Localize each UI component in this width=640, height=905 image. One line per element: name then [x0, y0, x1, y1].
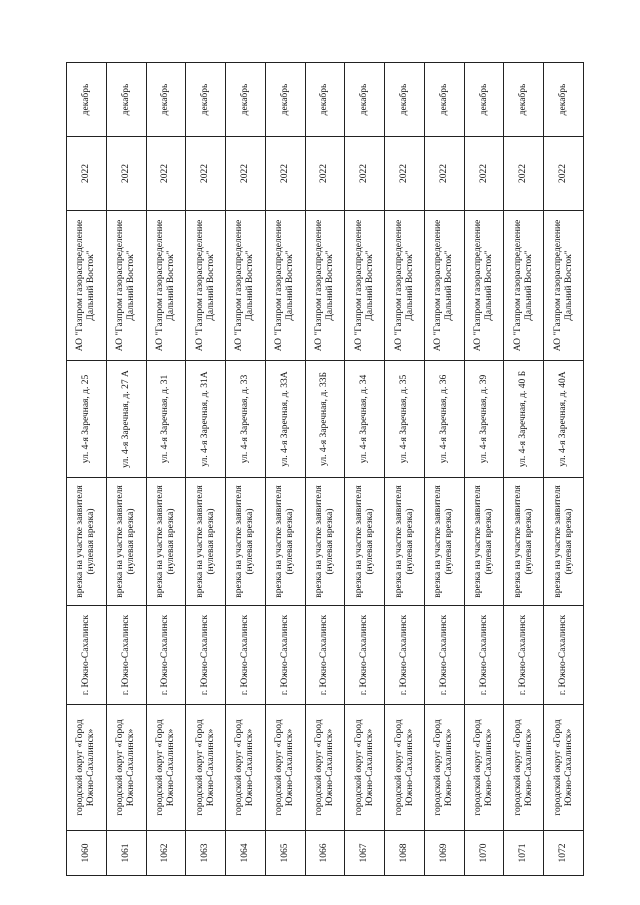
work-type-cell: врезка на участке заявителя (нулевая врезка) — [544, 478, 584, 606]
city-cell: г. Южно-Сахалинск — [106, 606, 146, 705]
district-cell: городской округ «Город Южно-Сахалинск» — [226, 705, 266, 831]
work-type-cell: врезка на участке заявителя (нулевая врезка) — [464, 478, 504, 606]
month-cell: декабрь — [226, 63, 266, 137]
work-type-cell: врезка на участке заявителя (нулевая врезка) — [504, 478, 544, 606]
address-cell: ул. 4-я Заречная, д. 39 — [464, 361, 504, 478]
year-cell: 2022 — [106, 137, 146, 211]
address-cell: ул. 4-я Заречная, д. 33А — [265, 361, 305, 478]
row-number-cell: 1072 — [544, 831, 584, 876]
address-cell: ул. 4-я Заречная, д. 40А — [544, 361, 584, 478]
year-cell: 2022 — [146, 137, 186, 211]
table-row — [67, 63, 107, 876]
row-number-cell: 1068 — [385, 831, 425, 876]
work-type-cell: врезка на участке заявителя (нулевая врезка) — [345, 478, 385, 606]
row-number-cell: 1062 — [146, 831, 186, 876]
address-cell: ул. 4-я Заречная, д. 40 Б — [504, 361, 544, 478]
organization-cell: АО "Газпром газораспределение Дальний Восток" — [424, 211, 464, 361]
table-row — [385, 63, 425, 876]
work-type-cell: врезка на участке заявителя (нулевая врезка) — [305, 478, 345, 606]
organization-cell: АО "Газпром газораспределение Дальний Восток" — [345, 211, 385, 361]
district-cell: городской округ «Город Южно-Сахалинск» — [146, 705, 186, 831]
organization-cell: АО "Газпром газораспределение Дальний Восток" — [146, 211, 186, 361]
district-cell: городской округ «Город Южно-Сахалинск» — [106, 705, 146, 831]
year-cell: 2022 — [67, 137, 107, 211]
work-type-cell: врезка на участке заявителя (нулевая врезка) — [385, 478, 425, 606]
table-row — [265, 63, 305, 876]
year-cell: 2022 — [305, 137, 345, 211]
month-cell: декабрь — [424, 63, 464, 137]
month-cell: декабрь — [305, 63, 345, 137]
work-type-cell: врезка на участке заявителя (нулевая врезка) — [106, 478, 146, 606]
month-cell: декабрь — [385, 63, 425, 137]
district-cell: городской округ «Город Южно-Сахалинск» — [305, 705, 345, 831]
month-cell: декабрь — [186, 63, 226, 137]
table-row — [146, 63, 186, 876]
row-number-cell: 1067 — [345, 831, 385, 876]
month-cell: декабрь — [265, 63, 305, 137]
table-row — [544, 63, 584, 876]
address-cell: ул. 4-я Заречная, д. 33 — [226, 361, 266, 478]
address-cell: ул. 4-я Заречная, д. 35 — [385, 361, 425, 478]
organization-cell: АО "Газпром газораспределение Дальний Восток" — [226, 211, 266, 361]
table-row — [186, 63, 226, 876]
table-row — [345, 63, 385, 876]
address-cell: ул. 4-я Заречная, д. 33Б — [305, 361, 345, 478]
city-cell: г. Южно-Сахалинск — [544, 606, 584, 705]
city-cell: г. Южно-Сахалинск — [345, 606, 385, 705]
year-cell: 2022 — [226, 137, 266, 211]
month-cell: декабрь — [106, 63, 146, 137]
city-cell: г. Южно-Сахалинск — [226, 606, 266, 705]
row-number-cell: 1066 — [305, 831, 345, 876]
district-cell: городской округ «Город Южно-Сахалинск» — [504, 705, 544, 831]
organization-cell: АО "Газпром газораспределение Дальний Восток" — [106, 211, 146, 361]
work-type-cell: врезка на участке заявителя (нулевая врезка) — [67, 478, 107, 606]
district-cell: городской округ «Город Южно-Сахалинск» — [424, 705, 464, 831]
table-row — [424, 63, 464, 876]
city-cell: г. Южно-Сахалинск — [305, 606, 345, 705]
district-cell: городской округ «Город Южно-Сахалинск» — [385, 705, 425, 831]
table-row — [464, 63, 504, 876]
year-cell: 2022 — [464, 137, 504, 211]
row-number-cell: 1065 — [265, 831, 305, 876]
row-number-cell: 1060 — [67, 831, 107, 876]
rotated-table-area — [66, 63, 584, 876]
month-cell: декабрь — [464, 63, 504, 137]
city-cell: г. Южно-Сахалинск — [67, 606, 107, 705]
year-cell: 2022 — [345, 137, 385, 211]
table-row — [226, 63, 266, 876]
month-cell: декабрь — [345, 63, 385, 137]
district-cell: городской округ «Город Южно-Сахалинск» — [67, 705, 107, 831]
district-cell: городской округ «Город Южно-Сахалинск» — [464, 705, 504, 831]
month-cell: декабрь — [504, 63, 544, 137]
year-cell: 2022 — [424, 137, 464, 211]
organization-cell: АО "Газпром газораспределение Дальний Восток" — [67, 211, 107, 361]
table-body — [67, 63, 584, 876]
address-cell: ул. 4-я Заречная, д. 25 — [67, 361, 107, 478]
organization-cell: АО "Газпром газораспределение Дальний Восток" — [464, 211, 504, 361]
row-number-cell: 1071 — [504, 831, 544, 876]
city-cell: г. Южно-Сахалинск — [265, 606, 305, 705]
work-type-cell: врезка на участке заявителя (нулевая врезка) — [424, 478, 464, 606]
year-cell: 2022 — [265, 137, 305, 211]
row-number-cell: 1063 — [186, 831, 226, 876]
year-cell: 2022 — [504, 137, 544, 211]
district-cell: городской округ «Город Южно-Сахалинск» — [345, 705, 385, 831]
city-cell: г. Южно-Сахалинск — [504, 606, 544, 705]
organization-cell: АО "Газпром газораспределение Дальний Восток" — [385, 211, 425, 361]
district-cell: городской округ «Город Южно-Сахалинск» — [544, 705, 584, 831]
year-cell: 2022 — [186, 137, 226, 211]
organization-cell: АО "Газпром газораспределение Дальний Восток" — [305, 211, 345, 361]
month-cell: декабрь — [544, 63, 584, 137]
district-cell: городской округ «Город Южно-Сахалинск» — [265, 705, 305, 831]
table-rotator — [66, 63, 584, 876]
month-cell: декабрь — [67, 63, 107, 137]
row-number-cell: 1061 — [106, 831, 146, 876]
work-type-cell: врезка на участке заявителя (нулевая врезка) — [186, 478, 226, 606]
row-number-cell: 1064 — [226, 831, 266, 876]
organization-cell: АО "Газпром газораспределение Дальний Восток" — [504, 211, 544, 361]
work-type-cell: врезка на участке заявителя (нулевая врезка) — [226, 478, 266, 606]
table-row — [305, 63, 345, 876]
address-cell: ул. 4-я Заречная, д. 31 — [146, 361, 186, 478]
address-cell: ул. 4-я Заречная, д. 34 — [345, 361, 385, 478]
table-row — [106, 63, 146, 876]
district-cell: городской округ «Город Южно-Сахалинск» — [186, 705, 226, 831]
city-cell: г. Южно-Сахалинск — [146, 606, 186, 705]
city-cell: г. Южно-Сахалинск — [186, 606, 226, 705]
row-number-cell: 1070 — [464, 831, 504, 876]
work-type-cell: врезка на участке заявителя (нулевая врезка) — [146, 478, 186, 606]
organization-cell: АО "Газпром газораспределение Дальний Восток" — [544, 211, 584, 361]
year-cell: 2022 — [385, 137, 425, 211]
address-cell: ул. 4-я Заречная, д. 31А — [186, 361, 226, 478]
city-cell: г. Южно-Сахалинск — [385, 606, 425, 705]
work-type-cell: врезка на участке заявителя (нулевая врезка) — [265, 478, 305, 606]
city-cell: г. Южно-Сахалинск — [464, 606, 504, 705]
organization-cell: АО "Газпром газораспределение Дальний Восток" — [265, 211, 305, 361]
year-cell: 2022 — [544, 137, 584, 211]
table-row — [504, 63, 544, 876]
city-cell: г. Южно-Сахалинск — [424, 606, 464, 705]
month-cell: декабрь — [146, 63, 186, 137]
row-number-cell: 1069 — [424, 831, 464, 876]
organization-cell: АО "Газпром газораспределение Дальний Восток" — [186, 211, 226, 361]
address-cell: ул. 4-я Заречная, д. 27 А — [106, 361, 146, 478]
address-cell: ул. 4-я Заречная, д. 36 — [424, 361, 464, 478]
gas-connection-table — [66, 62, 584, 876]
